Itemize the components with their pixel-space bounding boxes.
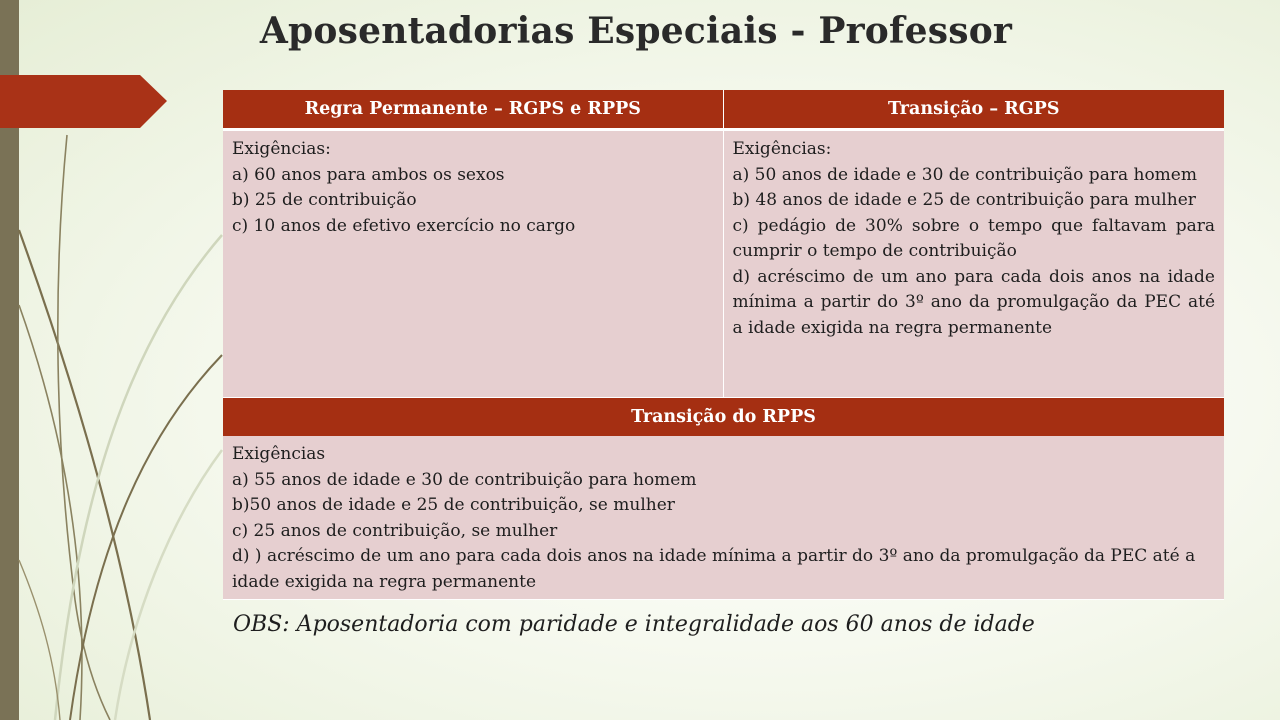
cell-transicao-rpps <box>223 436 1224 600</box>
list-item: b)50 anos de idade e 25 de contribuição, se mulher <box>232 495 675 515</box>
cell-heading: Exigências: <box>232 139 331 159</box>
cell-regra-permanente <box>223 130 723 398</box>
list-item: c) pedágio de 30% sobre o tempo que faltavam para cumprir o tempo de contribuição <box>732 215 1215 261</box>
list-item: c) 25 anos de contribuição, se mulher <box>232 520 558 541</box>
list-item: a) 60 anos para ambos os sexos <box>232 164 505 185</box>
list-item: b) 48 anos de idade e 25 de contribuição para mulher <box>732 190 1196 210</box>
list-item: a) 55 anos de idade e 30 de contribuição para homem <box>232 469 697 490</box>
list-item: d) ) acréscimo de um ano para cada dois anos na idade mínima a partir do 3º ano da promulgação da PEC até a idade exigida na regra permanente <box>232 546 1196 592</box>
list-item: d) acréscimo de um ano para cada dois anos na idade mínima a partir do 3º ano da promulgação da PEC até a idade exigida na regra permanente <box>732 266 1215 338</box>
header-transicao-rgps: Transição – RGPS <box>723 90 1224 130</box>
header-regra-permanente: Regra Permanente – RGPS e RPPS <box>223 90 723 130</box>
arrow-decoration <box>0 75 167 128</box>
cell-heading: Exigências: <box>732 139 832 159</box>
page-title: Aposentadorias Especiais - Professor <box>259 10 1013 52</box>
cell-heading: Exigências <box>232 444 326 464</box>
obs-note: OBS: Aposentadoria com paridade e integralidade aos 60 anos de idade <box>233 612 1035 637</box>
cell-transicao-rgps <box>723 130 1224 398</box>
rules-table <box>223 90 1224 600</box>
list-item: b) 25 de contribuição <box>232 190 417 210</box>
list-item: c) 10 anos de efetivo exercício no cargo <box>232 215 576 236</box>
header-transicao-rpps: Transição do RPPS <box>223 398 1224 437</box>
list-item: a) 50 anos de idade e 30 de contribuição para homem <box>732 164 1197 185</box>
